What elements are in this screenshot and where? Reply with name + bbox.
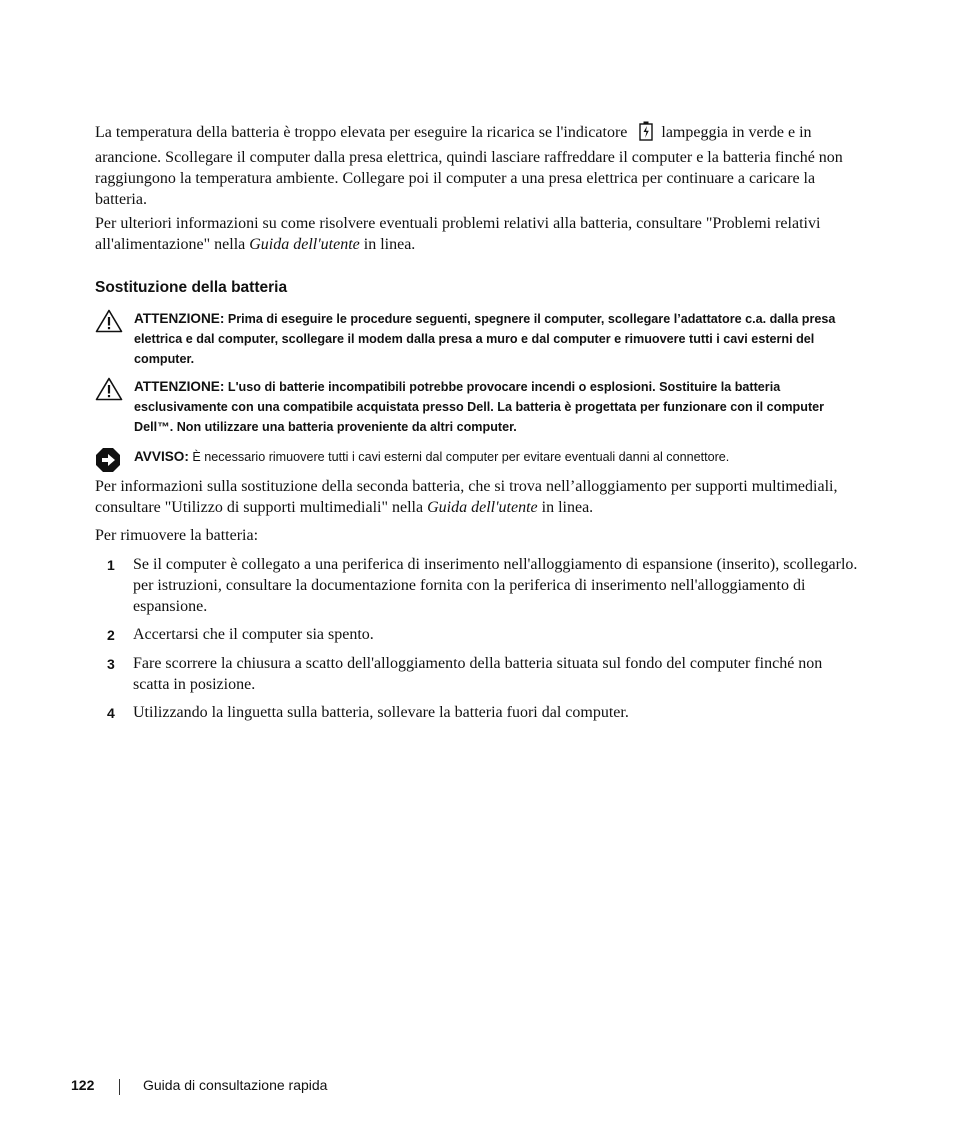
warning-text [134, 309, 862, 369]
footer-title: Guida di consultazione rapida [143, 1077, 328, 1093]
paragraph-text: in linea. [363, 236, 416, 253]
battery-temperature-paragraph [95, 121, 855, 210]
footer-divider [119, 1079, 120, 1095]
notice-arrow-icon [95, 447, 121, 478]
warning-triangle-icon [95, 377, 123, 406]
step-text: Se il computer è collegato a una periferica di inserimento nell'alloggiamento di espansione (inserito), scollegarlo. per istruzioni, consultare la documentazione fornita con la periferica di inserimento nell'alloggiamento di espansione. [133, 556, 858, 615]
step-text: Accertarsi che il computer sia spento. [133, 626, 374, 643]
warning-text [134, 377, 862, 437]
section-heading: Sostituzione della batteria [95, 279, 288, 296]
notice-body: È necessario rimuovere tutti i cavi esterni dal computer per evitare eventuali danni al connettore. [192, 450, 730, 464]
procedure-intro: Per rimuovere la batteria: [95, 527, 259, 544]
battery-charge-icon [639, 121, 653, 147]
step-number: 2 [107, 627, 115, 643]
warning-triangle-icon [95, 309, 123, 338]
guide-title-italic: Guida dell'utente [249, 236, 360, 253]
step-number: 4 [107, 705, 115, 721]
second-battery-paragraph [95, 476, 855, 518]
notice-text [134, 447, 862, 467]
paragraph-text: Per informazioni sulla sostituzione della seconda batteria, che si trova nell’alloggiamento per supporti multimediali, consultare "Utilizzo di supporti multimediali" nella [95, 478, 838, 516]
step-number: 1 [107, 557, 115, 573]
paragraph-text: lampeggia in verde e in arancione. Scollegare il computer dalla presa elettrica, quindi lasciare raffreddare il computer e la batteria finché non raggiungono la temperatura ambiente. Collegare poi il computer a una presa elettrica per continuare a caricare la batteria. [95, 124, 843, 208]
paragraph-text: in linea. [541, 499, 594, 516]
guide-title-italic: Guida dell'utente [427, 499, 538, 516]
warning-label: ATTENZIONE: [134, 379, 225, 394]
paragraph-text: Per ulteriori informazioni su come risolvere eventuali problemi relativi alla batteria, consultare "Problemi relativi all'alimentazione" nella [95, 215, 821, 253]
step-text: Fare scorrere la chiusura a scatto dell'alloggiamento della batteria situata sul fondo del computer finché non scatta in posizione. [133, 655, 823, 693]
warning-body: Prima di eseguire le procedure seguenti, spegnere il computer, scollegare l’adattatore c.a. dalla presa elettrica e dal computer, scollegare il modem dalla presa a muro e dal computer e rimuovere tutti i cavi esterni del computer. [134, 312, 836, 366]
warning-label: ATTENZIONE: [134, 311, 225, 326]
step-number: 3 [107, 656, 115, 672]
warning-body: L'uso di batterie incompatibili potrebbe provocare incendi o esplosioni. Sostituire la batteria esclusivamente con una compatibile acquistata presso Dell. La batteria è progettata per funzionare con il computer Dell™. Non utilizzare una batteria proveniente da altri computer. [134, 380, 825, 434]
battery-troubleshooting-paragraph [95, 213, 855, 255]
notice-label: AVVISO: [134, 449, 189, 464]
page-number: 122 [71, 1077, 95, 1093]
step-text: Utilizzando la linguetta sulla batteria, sollevare la batteria fuori dal computer. [133, 704, 629, 721]
paragraph-text: La temperatura della batteria è troppo elevata per eseguire la ricarica se l'indicatore [95, 124, 628, 141]
